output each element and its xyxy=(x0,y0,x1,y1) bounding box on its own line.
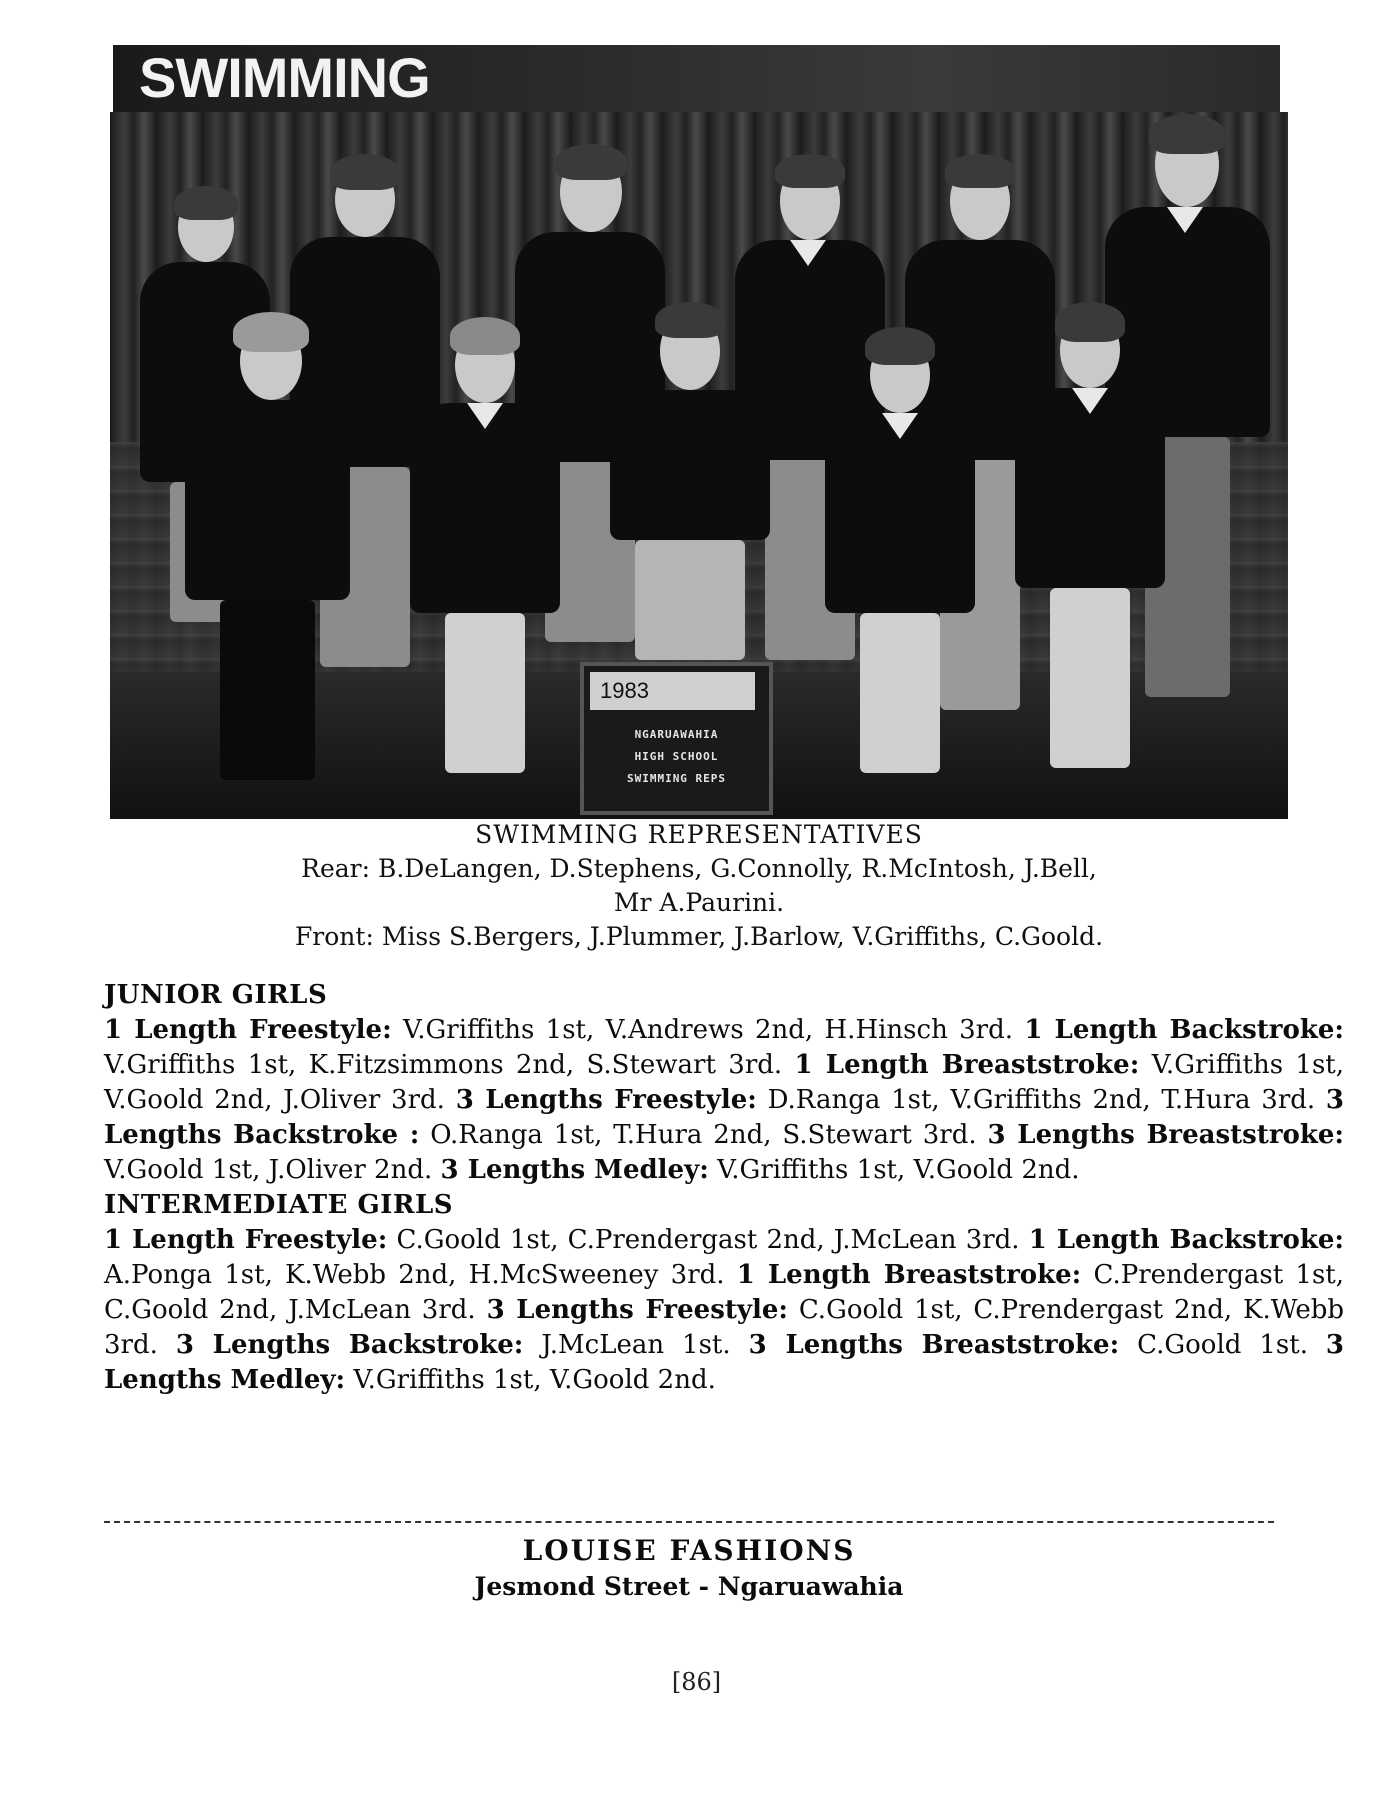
event-results: V.Griffiths 1st, V.Andrews 2nd, H.Hinsch 3rd. xyxy=(403,1015,1014,1045)
event-results: V.Griffiths 1st, V.Goold 2nd. xyxy=(353,1365,716,1395)
caption-rear-line: Rear: B.DeLangen, D.Stephens, G.Connolly, R.McIntosh, J.Bell, xyxy=(301,854,1097,883)
event-results: V.Griffiths 1st, K.Fitzsimmons 2nd, S.Stewart 3rd. xyxy=(104,1050,783,1080)
event-label: 1 Length Freestyle: xyxy=(104,1225,388,1255)
event-results: A.Ponga 1st, K.Webb 2nd, H.McSweeney 3rd. xyxy=(104,1260,725,1290)
caption-front-line: Front: Miss S.Bergers, J.Plummer, J.Barlow, V.Griffiths, C.Goold. xyxy=(294,922,1104,951)
year-placard xyxy=(580,662,773,815)
section-banner xyxy=(113,45,1280,112)
event-label: 1 Length Backstroke: xyxy=(1028,1225,1345,1255)
event-label: 3 Lengths Breaststroke: xyxy=(987,1120,1345,1150)
placard-line: SWIMMING REPS xyxy=(626,772,727,785)
front-person-2 xyxy=(410,327,560,807)
caption-rear-line-2: Mr A.Paurini. xyxy=(613,888,785,917)
placard-year: 1983 xyxy=(590,672,755,710)
event-label: 3 Lengths Freestyle: xyxy=(486,1295,788,1325)
event-results: D.Ranga 1st, V.Griffiths 2nd, T.Hura 3rd. xyxy=(767,1085,1316,1115)
event-results: C.Goold 1st, C.Prendergast 2nd, K.Webb 3rd. xyxy=(104,1295,1345,1360)
ad-address: Jesmond Street - Ngaruawahia xyxy=(474,1572,904,1601)
event-results: C.Prendergast 1st, C.Goold 2nd, J.McLean 3rd. xyxy=(104,1260,1345,1325)
junior-girls-results xyxy=(104,1013,1344,1188)
event-label: 1 Length Backstroke: xyxy=(1024,1015,1344,1045)
event-label: 1 Length Breaststroke: xyxy=(794,1050,1140,1080)
event-label: 3 Lengths Backstroke: xyxy=(175,1330,524,1360)
event-results: J.McLean 1st. xyxy=(541,1330,731,1360)
front-person-4 xyxy=(825,337,975,807)
advertisement xyxy=(104,1532,1274,1604)
photo-caption xyxy=(110,818,1288,954)
front-person-1 xyxy=(185,322,350,802)
placard-sign xyxy=(584,724,769,790)
event-label: 1 Length Freestyle: xyxy=(104,1015,392,1045)
event-results: V.Griffiths 1st, V.Goold 2nd. xyxy=(717,1155,1080,1185)
banner-title: SWIMMING xyxy=(139,46,430,109)
event-label: 3 Lengths Medley: xyxy=(104,1330,1345,1395)
team-photo xyxy=(110,112,1288,819)
event-label: 3 Lengths Freestyle: xyxy=(455,1085,757,1115)
event-label: 3 Lengths Backstroke : xyxy=(104,1085,1345,1150)
event-results: V.Griffiths 1st, V.Goold 2nd, J.Oliver 3rd. xyxy=(104,1050,1345,1115)
divider-rule xyxy=(104,1521,1274,1523)
event-results: C.Goold 1st. xyxy=(1137,1330,1308,1360)
caption-title: SWIMMING REPRESENTATIVES xyxy=(475,820,923,849)
event-results: V.Goold 1st, J.Oliver 2nd. xyxy=(104,1155,433,1185)
event-results: O.Ranga 1st, T.Hura 2nd, S.Stewart 3rd. xyxy=(430,1120,977,1150)
intermediate-girls-heading: INTERMEDIATE GIRLS xyxy=(104,1190,454,1220)
ad-business-name: LOUISE FASHIONS xyxy=(522,1534,856,1567)
intermediate-girls-results xyxy=(104,1223,1344,1398)
junior-girls-heading: JUNIOR GIRLS xyxy=(104,980,328,1010)
placard-line: NGARUAWAHIA xyxy=(634,728,719,741)
results-text xyxy=(104,978,1344,1398)
page-number: [86] xyxy=(671,1668,722,1696)
event-label: 3 Lengths Breaststroke: xyxy=(748,1330,1120,1360)
front-person-5 xyxy=(1015,312,1165,802)
event-label: 3 Lengths Medley: xyxy=(440,1155,709,1185)
event-label: 1 Length Breaststroke: xyxy=(736,1260,1082,1290)
placard-line: HIGH SCHOOL xyxy=(634,750,719,763)
event-results: C.Goold 1st, C.Prendergast 2nd, J.McLean 3rd. xyxy=(396,1225,1020,1255)
